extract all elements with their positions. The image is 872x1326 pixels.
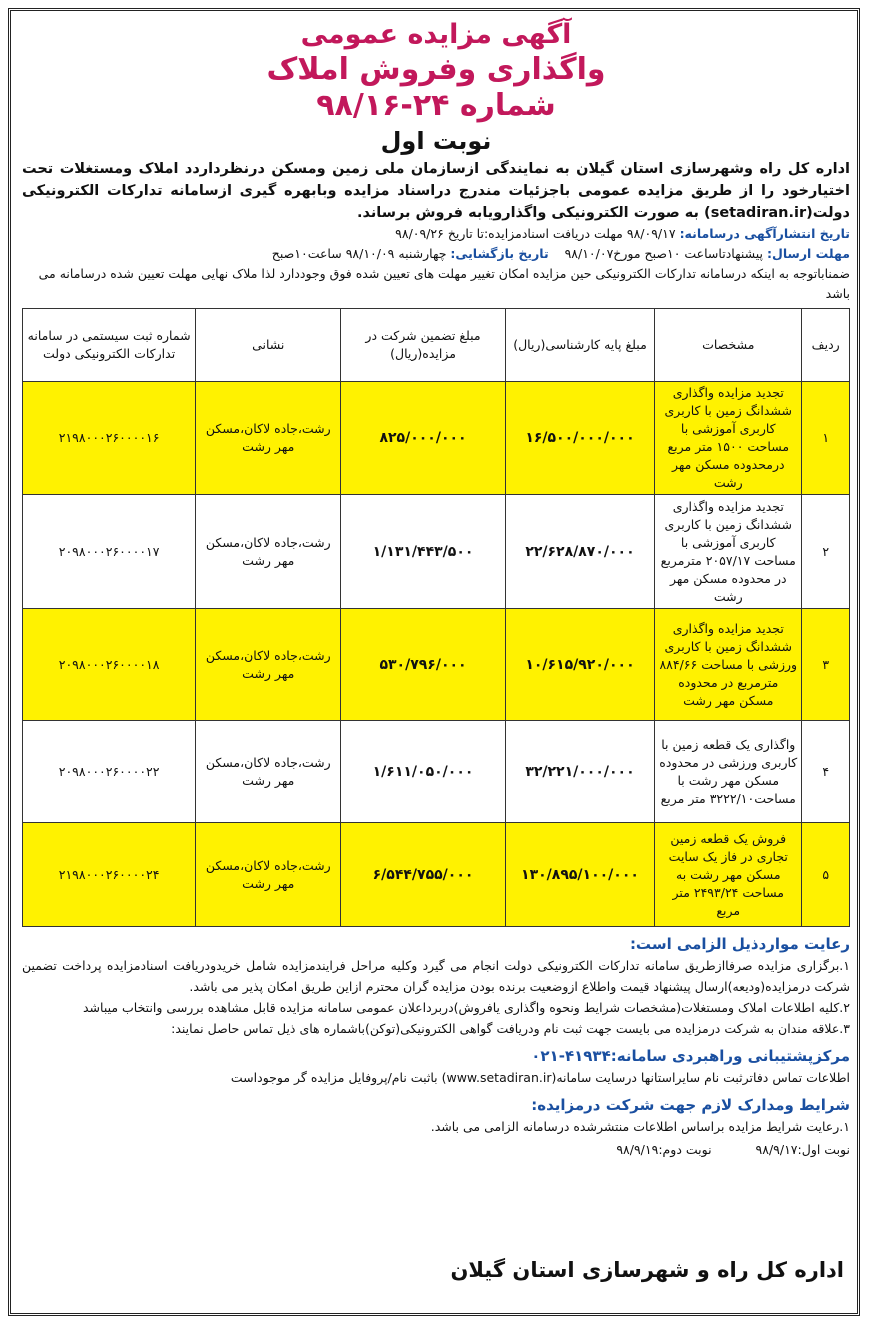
cell-address: رشت،جاده لاکان،مسکن مهر رشت	[196, 495, 341, 609]
deadline-text: پیشنهادتاساعت ۱۰صبح مورخ۹۸/۱۰/۰۷	[564, 246, 764, 261]
second-round-date: نوبت دوم:۹۸/۹/۱۹	[616, 1142, 712, 1157]
requirement-item: ۱.برگزاری مزایده صرفاازطریق سامانه تدارکات الکترونیکی دولت انجام می گیرد وکلیه مراحل فرایندمزایده شامل خریدودریافت اسنادمزایده پرداخت تضمین شرکت درمزایده(ودیعه)ارسال پیشنهاد قیمت واطلاع ازوضعیت برنده بودن مزایده گران محترم ازاین طریق امکان پذیر می باشد.	[22, 958, 850, 994]
notice-title: آگهی مزایده عمومی	[300, 19, 572, 50]
requirement-item: ۲.کلیه اطلاعات املاک ومستغلات(مشخصات شرایط ونحوه واگذاری یافروش)دربرداعلان عمومی سامانه مزایده قابل مشاهده بررسی وانتخاب میباشد	[82, 1000, 850, 1015]
cell-deposit: ۵۳۰/۷۹۶/۰۰۰	[341, 609, 506, 721]
cell-row-number: ۱	[802, 382, 850, 495]
col-header-address: نشانی	[196, 309, 341, 382]
publish-date-label: تاریخ انتشارآگهی درسامانه:	[679, 226, 850, 241]
cell-specs: تجدید مزایده واگذاری ششدانگ زمین با کاربری ورزشی با مساحت ۸۸۴/۶۶ مترمربع در محدوده مسکن مهر رشت	[655, 609, 802, 721]
cell-registry-code: ۲۱۹۸۰۰۰۲۶۰۰۰۰۲۴	[23, 823, 196, 927]
cell-address: رشت،جاده لاکان،مسکن مهر رشت	[196, 609, 341, 721]
col-header-deposit: مبلغ تضمین شرکت در مزایده(ریال)	[341, 309, 506, 382]
dates-line-2	[22, 244, 850, 264]
support-title: مرکزپشتیبانی وراهبردی سامانه:۴۱۹۳۴-۰۲۱	[531, 1047, 850, 1065]
deadline-label: مهلت ارسال:	[767, 246, 850, 261]
notice-subtitle: واگذاری وفروش املاک	[266, 52, 606, 87]
col-header-row-number: ردیف	[802, 309, 850, 382]
cell-address: رشت،جاده لاکان،مسکن مهر رشت	[196, 382, 341, 495]
table-row	[23, 495, 850, 609]
col-header-base-price: مبلغ پایه کارشناسی(ریال)	[505, 309, 654, 382]
dates-line-1	[22, 224, 850, 244]
cell-row-number: ۳	[802, 609, 850, 721]
cell-specs: تجدید مزایده واگذاری ششدانگ زمین با کاربری کاربری آموزشی با مساحت ۲۰۵۷/۱۷ مترمربع در محدوده مسکن مهر رشت	[655, 495, 802, 609]
cell-deposit: ۱/۱۳۱/۴۴۳/۵۰۰	[341, 495, 506, 609]
cell-registry-code: ۲۰۹۸۰۰۰۲۶۰۰۰۰۱۷	[23, 495, 196, 609]
cell-registry-code: ۲۰۹۸۰۰۰۲۶۰۰۰۰۱۸	[23, 609, 196, 721]
auction-table	[22, 308, 850, 927]
cell-row-number: ۲	[802, 495, 850, 609]
cell-specs: واگذاری یک قطعه زمین با کاربری ورزشی در محدوده مسکن مهر رشت با مساحت۳۲۲۲/۱۰ متر مربع	[655, 721, 802, 823]
table-header-row	[23, 309, 850, 382]
round-label: نوبت اول	[380, 127, 492, 155]
notice-number: شماره ۲۴-۹۸/۱۶	[316, 88, 556, 123]
publish-date-text: ۹۸/۰۹/۱۷ مهلت دریافت اسنادمزایده:تا تاریخ ۹۸/۰۹/۲۶	[395, 226, 676, 241]
footer-org-name: اداره کل راه و شهرسازی استان گیلان	[450, 1258, 844, 1282]
cell-base-price: ۱۶/۵۰۰/۰۰۰/۰۰۰	[505, 382, 654, 495]
conditions-text: ۱.رعایت شرایط مزایده براساس اطلاعات منتشرشده درسامانه الزامی می باشد.	[430, 1119, 850, 1134]
cell-deposit: ۱/۶۱۱/۰۵۰/۰۰۰	[341, 721, 506, 823]
col-header-specs: مشخصات	[655, 309, 802, 382]
cell-base-price: ۳۲/۲۲۱/۰۰۰/۰۰۰	[505, 721, 654, 823]
cell-deposit: ۸۲۵/۰۰۰/۰۰۰	[341, 382, 506, 495]
cell-base-price: ۱۳۰/۸۹۵/۱۰۰/۰۰۰	[505, 823, 654, 927]
cell-specs: تجدید مزایده واگذاری ششدانگ زمین با کاربری کاربری آموزشی با مساحت ۱۵۰۰ متر مربع درمحدوده مسکن مهر رشت	[655, 382, 802, 495]
col-header-registry-code: شماره ثبت سیستمی در سامانه تدارکات الکترونیکی دولت	[23, 309, 196, 382]
publication-rounds	[22, 1139, 850, 1161]
notice	[22, 18, 850, 1161]
cell-row-number: ۴	[802, 721, 850, 823]
opening-date-text: چهارشنبه ۹۸/۱۰/۰۹ ساعت۱۰صبح	[271, 246, 447, 261]
cell-base-price: ۱۰/۶۱۵/۹۲۰/۰۰۰	[505, 609, 654, 721]
cell-row-number: ۵	[802, 823, 850, 927]
conditions-title: شرایط ومدارک لازم جهت شرکت درمزایده:	[531, 1096, 850, 1114]
support-text: اطلاعات تماس دفاترثبت نام سایراستانها درسایت سامانه(www.setadiran.ir) باثبت نام/پروفایل مزایده گر موجوداست	[230, 1070, 850, 1085]
cell-specs: فروش یک قطعه زمین تجاری در فاز یک سایت مسکن مهر رشت به مساحت ۲۴۹۳/۲۴ متر مربع	[655, 823, 802, 927]
requirement-item: ۳.علاقه مندان به شرکت درمزایده می بایست جهت ثبت نام ودریافت گواهی الکترونیکی(توکن)باشماره های ذیل تماس حاصل نمایند:	[171, 1021, 850, 1036]
cell-deposit: ۶/۵۴۴/۷۵۵/۰۰۰	[341, 823, 506, 927]
requirements-title: رعایت مواردذیل الزامی است:	[629, 935, 850, 953]
first-round-date: نوبت اول:۹۸/۹/۱۷	[755, 1142, 850, 1157]
cell-registry-code: ۲۰۹۸۰۰۰۲۶۰۰۰۰۲۲	[23, 721, 196, 823]
cell-registry-code: ۲۱۹۸۰۰۰۲۶۰۰۰۰۱۶	[23, 382, 196, 495]
cell-address: رشت،جاده لاکان،مسکن مهر رشت	[196, 721, 341, 823]
intro-paragraph: اداره کل راه وشهرسازی استان گیلان به نمایندگی ازسازمان ملی زمین ومسکن درنظرداردد املاک ومستغلات تحت اختیارخود را از طریق مزایده عمومی باجزئیات مندرج دراسناد مزایده وبابهره گیری ازسامانه تدارکات الکترونیکی دولت(setadiran.ir) به صورت الکترونیکی واگذارویابه فروش برساند.	[22, 161, 850, 221]
cell-base-price: ۲۲/۶۲۸/۸۷۰/۰۰۰	[505, 495, 654, 609]
cell-address: رشت،جاده لاکان،مسکن مهر رشت	[196, 823, 341, 927]
table-row	[23, 382, 850, 495]
table-row	[23, 609, 850, 721]
table-row	[23, 823, 850, 927]
opening-date-label: تاریخ بازگشایی:	[450, 246, 549, 261]
deadline-note: ضمناباتوجه به اینکه درسامانه تدارکات الکترونیکی حین مزایده امکان تغییر مهلت های تعیین شده فوق وجوددارد لذا ملاک نهایی مهلت تعیین شده درسامانه می باشد	[38, 266, 850, 301]
table-row	[23, 721, 850, 823]
